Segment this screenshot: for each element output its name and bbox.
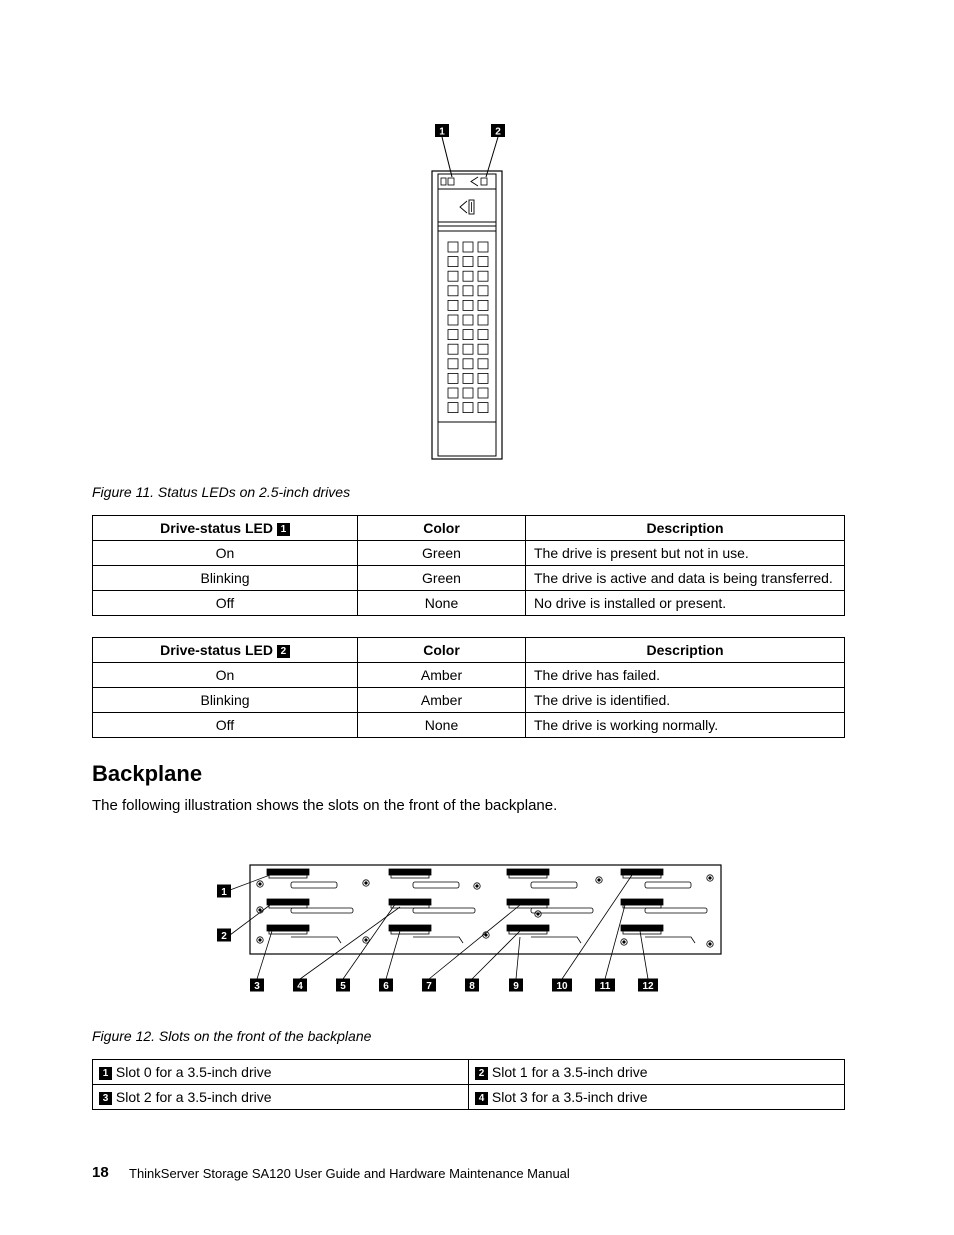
callout-label: 1 [221, 887, 227, 898]
column-header-color: Color [358, 516, 526, 541]
callout-label: 7 [426, 981, 432, 992]
table-row [93, 566, 845, 591]
slot-cell: 1 Slot 0 for a 3.5-inch drive [93, 1060, 469, 1085]
callout-label: 2 [221, 931, 227, 942]
table-row [93, 541, 845, 566]
callout-badge: 2 [277, 645, 290, 658]
cell-description: The drive has failed. [526, 663, 845, 688]
callout-badge: 1 [99, 1067, 112, 1080]
slot-cell: 3 Slot 2 for a 3.5-inch drive [93, 1085, 469, 1110]
slot-cell: 4 Slot 3 for a 3.5-inch drive [469, 1085, 845, 1110]
column-header-led: Drive-status LED 2 [93, 638, 358, 663]
cell-description: The drive is working normally. [526, 713, 845, 738]
cell-led-state: On [93, 541, 358, 566]
table-header-row [93, 516, 845, 541]
cell-color: Amber [358, 688, 526, 713]
column-header-description: Description [526, 638, 845, 663]
callout-label: 3 [254, 981, 260, 992]
cell-led-state: On [93, 663, 358, 688]
table-row [93, 663, 845, 688]
slot-cell: 2 Slot 1 for a 3.5-inch drive [469, 1060, 845, 1085]
cell-description: No drive is installed or present. [526, 591, 845, 616]
table-row [93, 591, 845, 616]
figure-12-caption: Figure 12. Slots on the front of the backplane [92, 1028, 372, 1044]
callout-badge: 1 [277, 523, 290, 536]
svg-text:2: 2 [495, 126, 501, 138]
callout-badge: 2 [475, 1067, 488, 1080]
figure-11-caption: Figure 11. Status LEDs on 2.5-inch drives [92, 484, 351, 500]
drive-status-led-2-table [92, 637, 845, 738]
svg-text:1: 1 [439, 126, 445, 138]
callout-label: 8 [469, 981, 475, 992]
callout-badge: 4 [475, 1092, 488, 1105]
column-header-led: Drive-status LED 1 [93, 516, 358, 541]
callout-label: 10 [556, 981, 568, 992]
cell-led-state: Off [93, 591, 358, 616]
callout-label: 12 [642, 981, 654, 992]
cell-color: Amber [358, 663, 526, 688]
column-header-description: Description [526, 516, 845, 541]
page-number: 18 [92, 1164, 109, 1181]
cell-color: None [358, 591, 526, 616]
callout-label: 11 [599, 981, 611, 992]
table-row [93, 1060, 845, 1085]
table-row [93, 1085, 845, 1110]
callout-label: 9 [513, 981, 519, 992]
cell-description: The drive is present but not in use. [526, 541, 845, 566]
callout-label: 6 [383, 981, 389, 992]
cell-led-state: Off [93, 713, 358, 738]
cell-led-state: Blinking [93, 688, 358, 713]
drive-status-led-1-table [92, 515, 845, 616]
table-row [93, 713, 845, 738]
column-header-color: Color [358, 638, 526, 663]
cell-led-state: Blinking [93, 566, 358, 591]
section-paragraph: The following illustration shows the slots on the front of the backplane. [92, 797, 558, 814]
footer-title: ThinkServer Storage SA120 User Guide and Hardware Maintenance Manual [129, 1166, 570, 1181]
table-header-row [93, 638, 845, 663]
callout-label: 4 [297, 981, 303, 992]
section-heading: Backplane [92, 761, 203, 786]
callout-label: 5 [340, 981, 346, 992]
cell-color: Green [358, 566, 526, 591]
cell-color: Green [358, 541, 526, 566]
drive-tray-illustration [420, 118, 530, 468]
cell-description: The drive is active and data is being transferred. [526, 566, 845, 591]
callout-badge: 3 [99, 1092, 112, 1105]
backplane-illustration [200, 855, 740, 1005]
table-row [93, 688, 845, 713]
slots-table [92, 1059, 845, 1110]
cell-description: The drive is identified. [526, 688, 845, 713]
cell-color: None [358, 713, 526, 738]
